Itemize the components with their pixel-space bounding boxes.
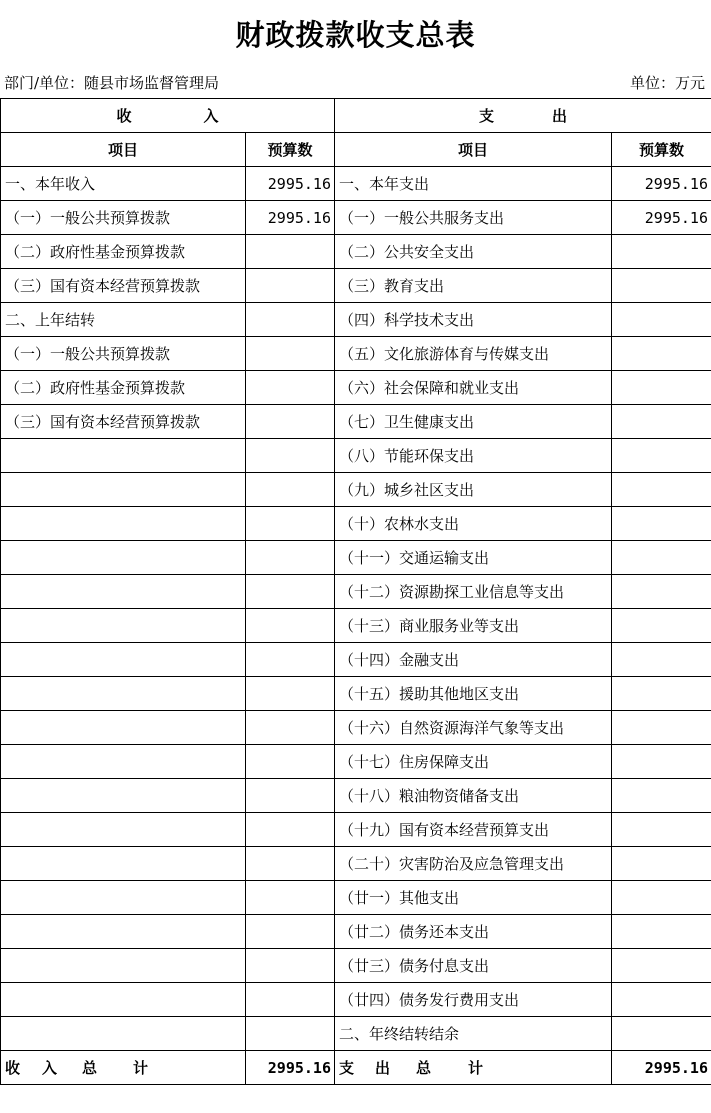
table-row	[1, 405, 711, 439]
expense-value-cell	[612, 1017, 711, 1051]
income-value-cell	[246, 847, 335, 881]
expense-total-value: 2995.16	[612, 1051, 711, 1085]
table-row	[1, 609, 711, 643]
income-section-char-2: 入	[203, 107, 219, 125]
expense-item-cell: （十八）粮油物资储备支出	[335, 779, 612, 813]
expense-item-cell: （八）节能环保支出	[335, 439, 612, 473]
expense-value-cell: 2995.16	[612, 201, 711, 235]
income-value-cell	[246, 745, 335, 779]
expense-value-cell	[612, 949, 711, 983]
income-item-cell: （一）一般公共预算拨款	[1, 201, 246, 235]
income-value-cell	[246, 371, 335, 405]
expense-value-cell	[612, 813, 711, 847]
table-row	[1, 541, 711, 575]
expense-value-cell	[612, 915, 711, 949]
income-value-cell: 2995.16	[246, 201, 335, 235]
expense-item-cell: （十六）自然资源海洋气象等支出	[335, 711, 612, 745]
income-value-cell	[246, 949, 335, 983]
income-item-cell	[1, 745, 246, 779]
income-item-cell	[1, 813, 246, 847]
expense-item-cell: （一）一般公共服务支出	[335, 201, 612, 235]
expense-value-cell	[612, 235, 711, 269]
expense-value-cell	[612, 677, 711, 711]
expense-value-cell	[612, 439, 711, 473]
expense-item-cell: （五）文化旅游体育与传媒支出	[335, 337, 612, 371]
table-meta	[0, 68, 711, 96]
expense-item-cell: （十九）国有资本经营预算支出	[335, 813, 612, 847]
table-row	[1, 881, 711, 915]
expense-value-cell	[612, 745, 711, 779]
income-value-cell	[246, 643, 335, 677]
income-budget-header: 预算数	[246, 133, 335, 167]
income-section-char-1: 收	[116, 107, 132, 125]
table-row	[1, 813, 711, 847]
expense-item-header: 项目	[335, 133, 612, 167]
income-item-cell	[1, 983, 246, 1017]
expense-section-char-2: 出	[552, 107, 568, 125]
table-row	[1, 303, 711, 337]
income-item-cell	[1, 847, 246, 881]
income-total-label-char: 计	[133, 1059, 149, 1077]
table-row	[1, 439, 711, 473]
table-row	[1, 677, 711, 711]
expense-value-cell	[612, 575, 711, 609]
table-row	[1, 507, 711, 541]
expense-item-cell: （十一）交通运输支出	[335, 541, 612, 575]
income-item-cell	[1, 575, 246, 609]
table-row	[1, 269, 711, 303]
expense-item-cell: （廿三）债务付息支出	[335, 949, 612, 983]
page-title: 财政拨款收支总表	[235, 18, 476, 52]
income-total-label-char: 总	[82, 1059, 98, 1077]
income-value-cell	[246, 575, 335, 609]
income-section-header	[1, 99, 335, 133]
expense-item-cell: （三）教育支出	[335, 269, 612, 303]
table-row	[1, 201, 711, 235]
income-value-cell	[246, 473, 335, 507]
income-value-cell	[246, 881, 335, 915]
income-item-cell	[1, 643, 246, 677]
expense-item-cell: （十二）资源勘探工业信息等支出	[335, 575, 612, 609]
income-value-cell	[246, 405, 335, 439]
expense-item-cell: （十三）商业服务业等支出	[335, 609, 612, 643]
expense-item-cell: （廿一）其他支出	[335, 881, 612, 915]
income-item-cell: （二）政府性基金预算拨款	[1, 235, 246, 269]
expense-item-cell: （十七）住房保障支出	[335, 745, 612, 779]
table-row	[1, 847, 711, 881]
income-value-cell	[246, 337, 335, 371]
income-value-cell: 2995.16	[246, 167, 335, 201]
expense-value-cell	[612, 269, 711, 303]
income-value-cell	[246, 915, 335, 949]
expense-item-cell: （四）科学技术支出	[335, 303, 612, 337]
table-row	[1, 745, 711, 779]
table-row	[1, 167, 711, 201]
income-item-cell	[1, 677, 246, 711]
expense-item-cell: （九）城乡社区支出	[335, 473, 612, 507]
income-value-cell	[246, 609, 335, 643]
income-item-cell	[1, 439, 246, 473]
income-item-cell	[1, 609, 246, 643]
expense-item-cell: （六）社会保障和就业支出	[335, 371, 612, 405]
income-item-cell	[1, 915, 246, 949]
expense-total-label-char: 总	[416, 1059, 432, 1077]
section-header-row	[1, 99, 711, 133]
expense-item-cell: （二）公共安全支出	[335, 235, 612, 269]
table-row	[1, 235, 711, 269]
expense-value-cell	[612, 371, 711, 405]
income-value-cell	[246, 983, 335, 1017]
income-value-cell	[246, 677, 335, 711]
expense-value-cell	[612, 303, 711, 337]
expense-value-cell	[612, 643, 711, 677]
unit-label: 单位：万元	[629, 74, 705, 92]
income-item-cell	[1, 881, 246, 915]
expense-value-cell	[612, 881, 711, 915]
expense-total-label-char: 计	[468, 1059, 484, 1077]
income-item-cell	[1, 473, 246, 507]
expense-section-header	[335, 99, 711, 133]
table-row	[1, 473, 711, 507]
income-item-cell: 二、上年结转	[1, 303, 246, 337]
expense-budget-header: 预算数	[612, 133, 711, 167]
income-value-cell	[246, 711, 335, 745]
table-row	[1, 983, 711, 1017]
expense-item-cell: （廿二）债务还本支出	[335, 915, 612, 949]
expense-item-cell: 二、年终结转结余	[335, 1017, 612, 1051]
income-item-cell	[1, 779, 246, 813]
expense-value-cell	[612, 847, 711, 881]
expense-total-label	[335, 1051, 612, 1085]
expense-item-cell: （十五）援助其他地区支出	[335, 677, 612, 711]
table-row	[1, 915, 711, 949]
expense-value-cell	[612, 983, 711, 1017]
income-value-cell	[246, 507, 335, 541]
income-item-cell	[1, 949, 246, 983]
income-value-cell	[246, 235, 335, 269]
expense-total-label-char: 出	[375, 1059, 391, 1077]
expense-value-cell	[612, 541, 711, 575]
income-item-cell	[1, 507, 246, 541]
income-item-cell: （一）一般公共预算拨款	[1, 337, 246, 371]
expense-item-cell: 一、本年支出	[335, 167, 612, 201]
income-item-cell	[1, 1017, 246, 1051]
expense-value-cell	[612, 473, 711, 507]
column-header-row	[1, 133, 711, 167]
expense-item-cell: （七）卫生健康支出	[335, 405, 612, 439]
income-total-label-char: 收	[5, 1059, 21, 1077]
expense-value-cell	[612, 779, 711, 813]
expense-value-cell: 2995.16	[612, 167, 711, 201]
budget-table	[0, 98, 711, 1085]
income-item-cell	[1, 711, 246, 745]
table-row	[1, 949, 711, 983]
expense-value-cell	[612, 405, 711, 439]
table-row	[1, 711, 711, 745]
income-value-cell	[246, 439, 335, 473]
income-total-value: 2995.16	[246, 1051, 335, 1085]
income-value-cell	[246, 541, 335, 575]
expense-item-cell: （廿四）债务发行费用支出	[335, 983, 612, 1017]
expense-value-cell	[612, 507, 711, 541]
income-item-cell: （二）政府性基金预算拨款	[1, 371, 246, 405]
expense-section-char-1: 支	[478, 107, 494, 125]
income-total-label-char: 入	[42, 1059, 58, 1077]
expense-item-cell: （二十）灾害防治及应急管理支出	[335, 847, 612, 881]
income-value-cell	[246, 303, 335, 337]
table-row	[1, 1017, 711, 1051]
expense-value-cell	[612, 609, 711, 643]
income-value-cell	[246, 1017, 335, 1051]
income-item-cell: （三）国有资本经营预算拨款	[1, 269, 246, 303]
expense-value-cell	[612, 337, 711, 371]
totals-row	[1, 1051, 711, 1085]
income-value-cell	[246, 779, 335, 813]
table-row	[1, 337, 711, 371]
income-value-cell	[246, 269, 335, 303]
table-row	[1, 643, 711, 677]
expense-total-label-char: 支	[339, 1059, 355, 1077]
income-value-cell	[246, 813, 335, 847]
table-row	[1, 371, 711, 405]
expense-item-cell: （十）农林水支出	[335, 507, 612, 541]
income-item-header: 项目	[1, 133, 246, 167]
table-row	[1, 779, 711, 813]
income-item-cell: （三）国有资本经营预算拨款	[1, 405, 246, 439]
department-label: 部门/单位：随县市场监督管理局	[4, 74, 220, 92]
income-item-cell: 一、本年收入	[1, 167, 246, 201]
income-total-label	[1, 1051, 246, 1085]
expense-value-cell	[612, 711, 711, 745]
income-item-cell	[1, 541, 246, 575]
expense-item-cell: （十四）金融支出	[335, 643, 612, 677]
table-row	[1, 575, 711, 609]
